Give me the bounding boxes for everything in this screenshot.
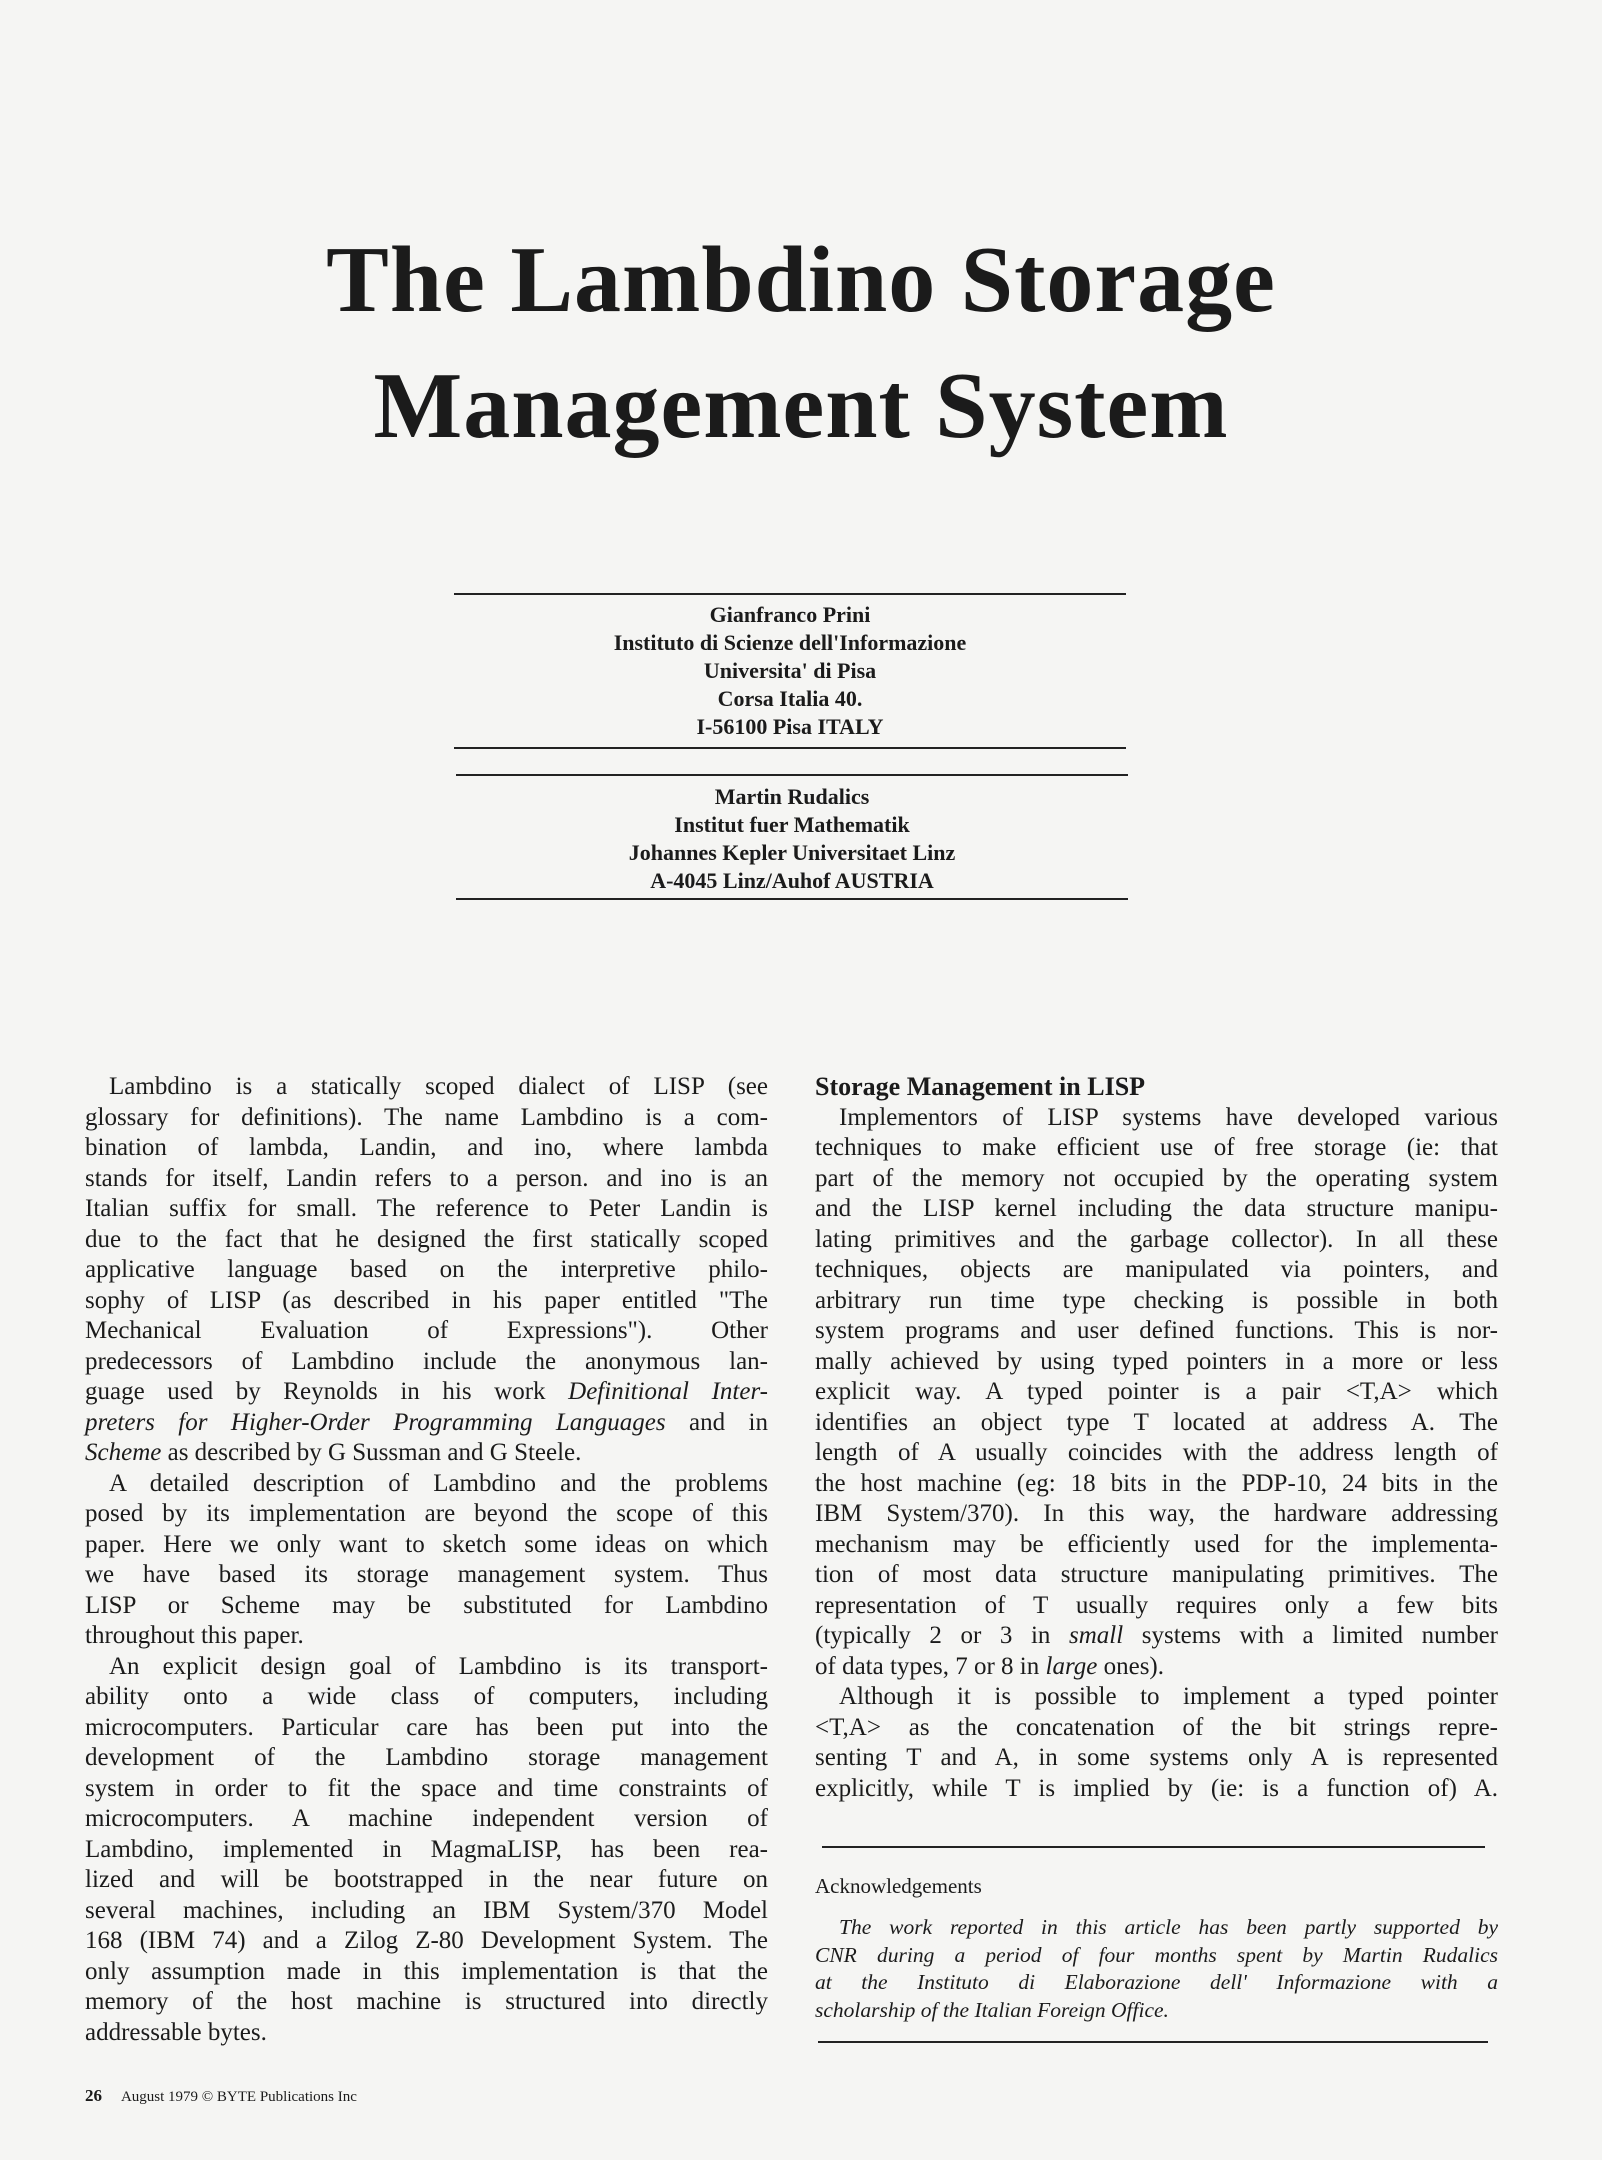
- title-line-1: The Lambdino Storage: [326, 228, 1276, 332]
- divider: [822, 1846, 1485, 1848]
- section-heading: Storage Management in LISP: [815, 1072, 1146, 1101]
- paragraph: [85, 1652, 768, 2049]
- author-affiliation: Universita' di Pisa: [703, 658, 877, 683]
- text-line: system in order to fit the space and time constraints of: [85, 1774, 768, 1802]
- acknowledgements-label: Acknowledgements: [815, 1874, 982, 1898]
- italic-text: small: [1068, 1622, 1124, 1649]
- text-line: Lambdino, implemented in MagmaLISP, has been rea-: [85, 1835, 768, 1863]
- author-block-1: [454, 601, 1126, 741]
- text-line: The work reported in this article has been partly supported by: [839, 1915, 1498, 1939]
- text-line: sophy of LISP (as described in his paper entitled "The: [85, 1286, 768, 1314]
- text-line: explicitly, while T is implied by (ie: is a function of) A.: [815, 1774, 1498, 1802]
- text-line: scholarship of the Italian Foreign Office.: [815, 1997, 1169, 2022]
- author-address: A-4045 Linz/Auhof AUSTRIA: [650, 868, 934, 893]
- text-line: applicative language based on the interpretive philo-: [85, 1256, 768, 1283]
- acknowledgements-text: [815, 1914, 1498, 2024]
- text-line: identifies an object type T located at address A. The: [815, 1408, 1498, 1436]
- italic-text: preters for Higher-Order Programming Languages: [85, 1408, 666, 1436]
- divider: [454, 593, 1126, 595]
- text-line: length of A usually coincides with the address length of: [815, 1439, 1498, 1466]
- text-line: lating primitives and the garbage collector). In all these: [815, 1225, 1498, 1253]
- author-address: Corsa Italia 40.: [717, 686, 863, 711]
- text-line: senting T and A, in some systems only A is represented: [815, 1744, 1498, 1771]
- text-line: representation of T usually requires only a few bits: [815, 1591, 1498, 1619]
- text-line: <T,A> as the concatenation of the bit strings repre-: [815, 1713, 1498, 1741]
- text-line: techniques to make efficient use of free storage (ie: that: [815, 1134, 1498, 1161]
- text-line: paper. Here we only want to sketch some ideas on which: [85, 1530, 768, 1558]
- text-line: predecessors of Lambdino include the anonymous lan-: [85, 1347, 768, 1375]
- text-run: of data types, 7 or 8 in: [815, 1652, 1046, 1680]
- paragraph: [815, 1682, 1498, 1804]
- text-line: [815, 1621, 1498, 1652]
- italic-text: Scheme: [85, 1439, 162, 1466]
- text-line: IBM System/370). In this way, the hardware addressing: [815, 1500, 1498, 1527]
- text-run: as described by G Sussman and G Steele.: [161, 1439, 582, 1466]
- text-line: [815, 1652, 1498, 1683]
- text-line: throughout this paper.: [85, 1622, 304, 1649]
- text-line: mally achieved by using typed pointers in a more or less: [815, 1347, 1498, 1375]
- author-name: Gianfranco Prini: [709, 602, 871, 627]
- text-run: guage used by Reynolds in his work: [85, 1378, 569, 1405]
- author-affiliation: Johannes Kepler Universitaet Linz: [628, 840, 956, 865]
- text-line: lized and will be bootstrapped in the near future on: [85, 1866, 768, 1893]
- text-line: part of the memory not occupied by the operating system: [815, 1164, 1498, 1192]
- text-line: development of the Lambdino storage management: [85, 1744, 768, 1771]
- text-line: only assumption made in this implementation is that the: [85, 1957, 768, 1985]
- text-run: ones).: [1097, 1652, 1165, 1680]
- text-line: Italian suffix for small. The reference to Peter Landin is: [85, 1195, 768, 1222]
- text-line: microcomputers. A machine independent version of: [85, 1805, 768, 1832]
- text-line: addressable bytes.: [85, 2018, 267, 2046]
- text-run: and in: [665, 1408, 768, 1436]
- paragraph: [815, 1914, 1498, 2024]
- text-line: Although it is possible to implement a typed pointer: [839, 1683, 1498, 1710]
- page-footer: [85, 2086, 357, 2106]
- text-line: explicit way. A typed pointer is a pair <T,A> which: [815, 1378, 1498, 1405]
- paragraph: [85, 1469, 768, 1652]
- text-line: An explicit design goal of Lambdino is its transport-: [109, 1652, 768, 1680]
- text-line: memory of the host machine is structured into directly: [85, 1988, 768, 2015]
- text-line: at the Instituto di Elaborazione dell' Informazione with a: [815, 1970, 1498, 1994]
- page-number: 26: [85, 2086, 102, 2105]
- text-line: techniques, objects are manipulated via pointers, and: [815, 1256, 1498, 1283]
- divider: [818, 2041, 1488, 2043]
- text-line: the host machine (eg: 18 bits in the PDP-10, 24 bits in the: [815, 1469, 1498, 1497]
- italic-text: Definitional Inter-: [568, 1378, 768, 1405]
- text-line: several machines, including an IBM System/370 Model: [85, 1896, 768, 1924]
- text-line: [85, 1408, 768, 1439]
- text-line: Implementors of LISP systems have developed various: [839, 1103, 1498, 1131]
- author-name: Martin Rudalics: [714, 784, 870, 809]
- paragraph: [85, 1072, 768, 1469]
- paragraph: [815, 1103, 1498, 1683]
- text-line: ability onto a wide class of computers, including: [85, 1683, 768, 1710]
- text-line: Lambdino is a statically scoped dialect of LISP (see: [109, 1073, 768, 1100]
- text-line: 168 (IBM 74) and a Zilog Z-80 Development System. The: [85, 1927, 768, 1954]
- text-run: systems with a limited number: [1123, 1622, 1498, 1649]
- text-line: bination of lambda, Landin, and ino, where lambda: [85, 1134, 768, 1161]
- left-column: [85, 1072, 768, 2048]
- text-line: due to the fact that he designed the first statically scoped: [85, 1225, 768, 1253]
- text-line: system programs and user defined functions. This is nor-: [815, 1317, 1498, 1344]
- text-line: glossary for definitions). The name Lambdino is a com-: [85, 1103, 768, 1131]
- right-column: [815, 1072, 1498, 1804]
- author-affiliation: Institut fuer Mathematik: [674, 812, 910, 837]
- text-line: LISP or Scheme may be substituted for Lambdino: [85, 1591, 768, 1619]
- text-run: (typically 2 or 3 in: [815, 1622, 1069, 1649]
- text-line: stands for itself, Landin refers to a person. and ino is an: [85, 1164, 768, 1192]
- text-line: arbitrary run time type checking is possible in both: [815, 1286, 1498, 1314]
- author-block-2: [456, 783, 1128, 895]
- text-line: [85, 1438, 768, 1469]
- author-affiliation: Instituto di Scienze dell'Informazione: [613, 630, 967, 655]
- text-line: CNR during a period of four months spent by Martin Rudalics: [815, 1942, 1498, 1967]
- italic-text: large: [1045, 1652, 1098, 1680]
- text-line: Mechanical Evaluation of Expressions"). Other: [85, 1317, 768, 1344]
- text-line: and the LISP kernel including the data structure manipu-: [815, 1195, 1498, 1222]
- title-line-2: Management System: [373, 354, 1229, 458]
- text-line: microcomputers. Particular care has been put into the: [85, 1713, 768, 1741]
- text-line: A detailed description of Lambdino and the problems: [109, 1469, 768, 1497]
- text-line: mechanism may be efficiently used for the implementa-: [815, 1530, 1498, 1558]
- footer-credit: August 1979 © BYTE Publications Inc: [120, 2089, 357, 2105]
- divider: [454, 747, 1126, 749]
- divider: [456, 898, 1128, 900]
- author-address: I-56100 Pisa ITALY: [696, 714, 884, 739]
- text-line: posed by its implementation are beyond the scope of this: [85, 1500, 768, 1527]
- divider: [456, 774, 1128, 776]
- text-line: we have based its storage management system. Thus: [85, 1561, 768, 1588]
- text-line: tion of most data structure manipulating primitives. The: [815, 1561, 1498, 1588]
- text-line: [85, 1377, 768, 1408]
